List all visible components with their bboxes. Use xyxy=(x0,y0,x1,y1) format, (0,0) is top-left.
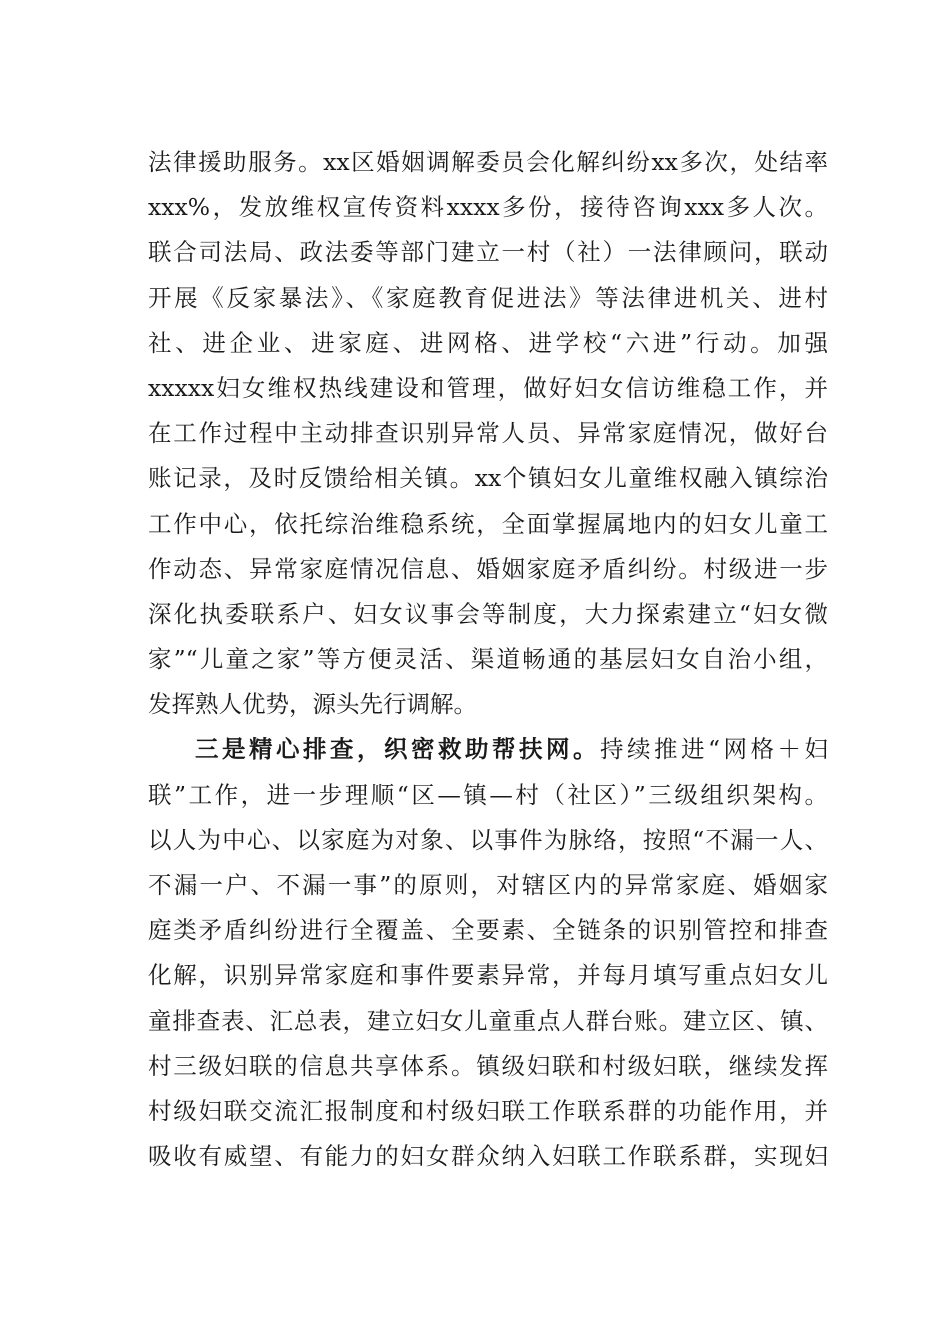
text-line: 庭类矛盾纠纷进行全覆盖、全要素、全链条的识别管控和排查 xyxy=(148,916,828,945)
text-line: 村级妇联交流汇报制度和村级妇联工作联系群的功能作用，并 xyxy=(148,1096,828,1125)
text-line: 不漏一户、不漏一事”的原则，对辖区内的异常家庭、婚姻家 xyxy=(148,871,828,899)
text-line: xxxxx妇女维权热线建设和管理，做好妇女信访维稳工作，并 xyxy=(148,373,828,402)
text-line: 童排查表、汇总表，建立妇女儿童重点人群台账。建立区、镇、 xyxy=(148,1006,828,1035)
text-line: 深化执委联系户、妇女议事会等制度，大力探索建立“妇女微 xyxy=(148,599,828,628)
text-line: 作动态、异常家庭情况信息、婚姻家庭矛盾纠纷。村级进一步 xyxy=(148,554,828,583)
paragraph-screening xyxy=(148,727,828,1179)
text-line: 开展《反家暴法》、《家庭教育促进法》等法律进机关、进村 xyxy=(148,283,828,312)
paragraph-heading: 三是精心排查，织密救助帮扶网。 xyxy=(195,735,600,764)
text-line: 以人为中心、以家庭为对象、以事件为脉络，按照“不漏一人、 xyxy=(148,825,828,854)
text-line: 联”工作，进一步理顺“区—镇—村（社区）”三级组织架构。 xyxy=(148,780,828,809)
paragraph-legal-aid xyxy=(148,140,828,727)
text-line: 在工作过程中主动排查识别异常人员、异常家庭情况，做好台 xyxy=(148,419,828,448)
text-line: 社、进企业、进家庭、进网格、进学校“六进”行动。加强 xyxy=(148,328,828,357)
text-line: 账记录，及时反馈给相关镇。xx个镇妇女儿童维权融入镇综治 xyxy=(148,464,828,493)
text-line: 发挥熟人优势，源头先行调解。 xyxy=(148,690,477,719)
text-line: 家”“儿童之家”等方便灵活、渠道畅通的基层妇女自治小组， xyxy=(148,645,828,674)
text-line: 化解，识别异常家庭和事件要素异常，并每月填写重点妇女儿 xyxy=(148,961,828,990)
paragraph-first-line xyxy=(148,727,828,772)
text-line: 法律援助服务。xx区婚姻调解委员会化解纠纷xx多次，处结率 xyxy=(148,148,828,176)
text-line: 吸收有威望、有能力的妇女群众纳入妇联工作联系群，实现妇 xyxy=(148,1142,828,1171)
text-line: xxx%，发放维权宣传资料xxxx多份，接待咨询xxx多人次。 xyxy=(148,193,828,222)
text-line: 工作中心，依托综治维稳系统，全面掌握属地内的妇女儿童工 xyxy=(148,509,828,538)
text-line: 村三级妇联的信息共享体系。镇级妇联和村级妇联，继续发挥 xyxy=(148,1051,828,1080)
text-line: 联合司法局、政法委等部门建立一村（社）一法律顾问，联动 xyxy=(148,238,828,267)
document-body xyxy=(148,140,828,1179)
text-segment: 持续推进“网格＋妇 xyxy=(600,735,829,764)
